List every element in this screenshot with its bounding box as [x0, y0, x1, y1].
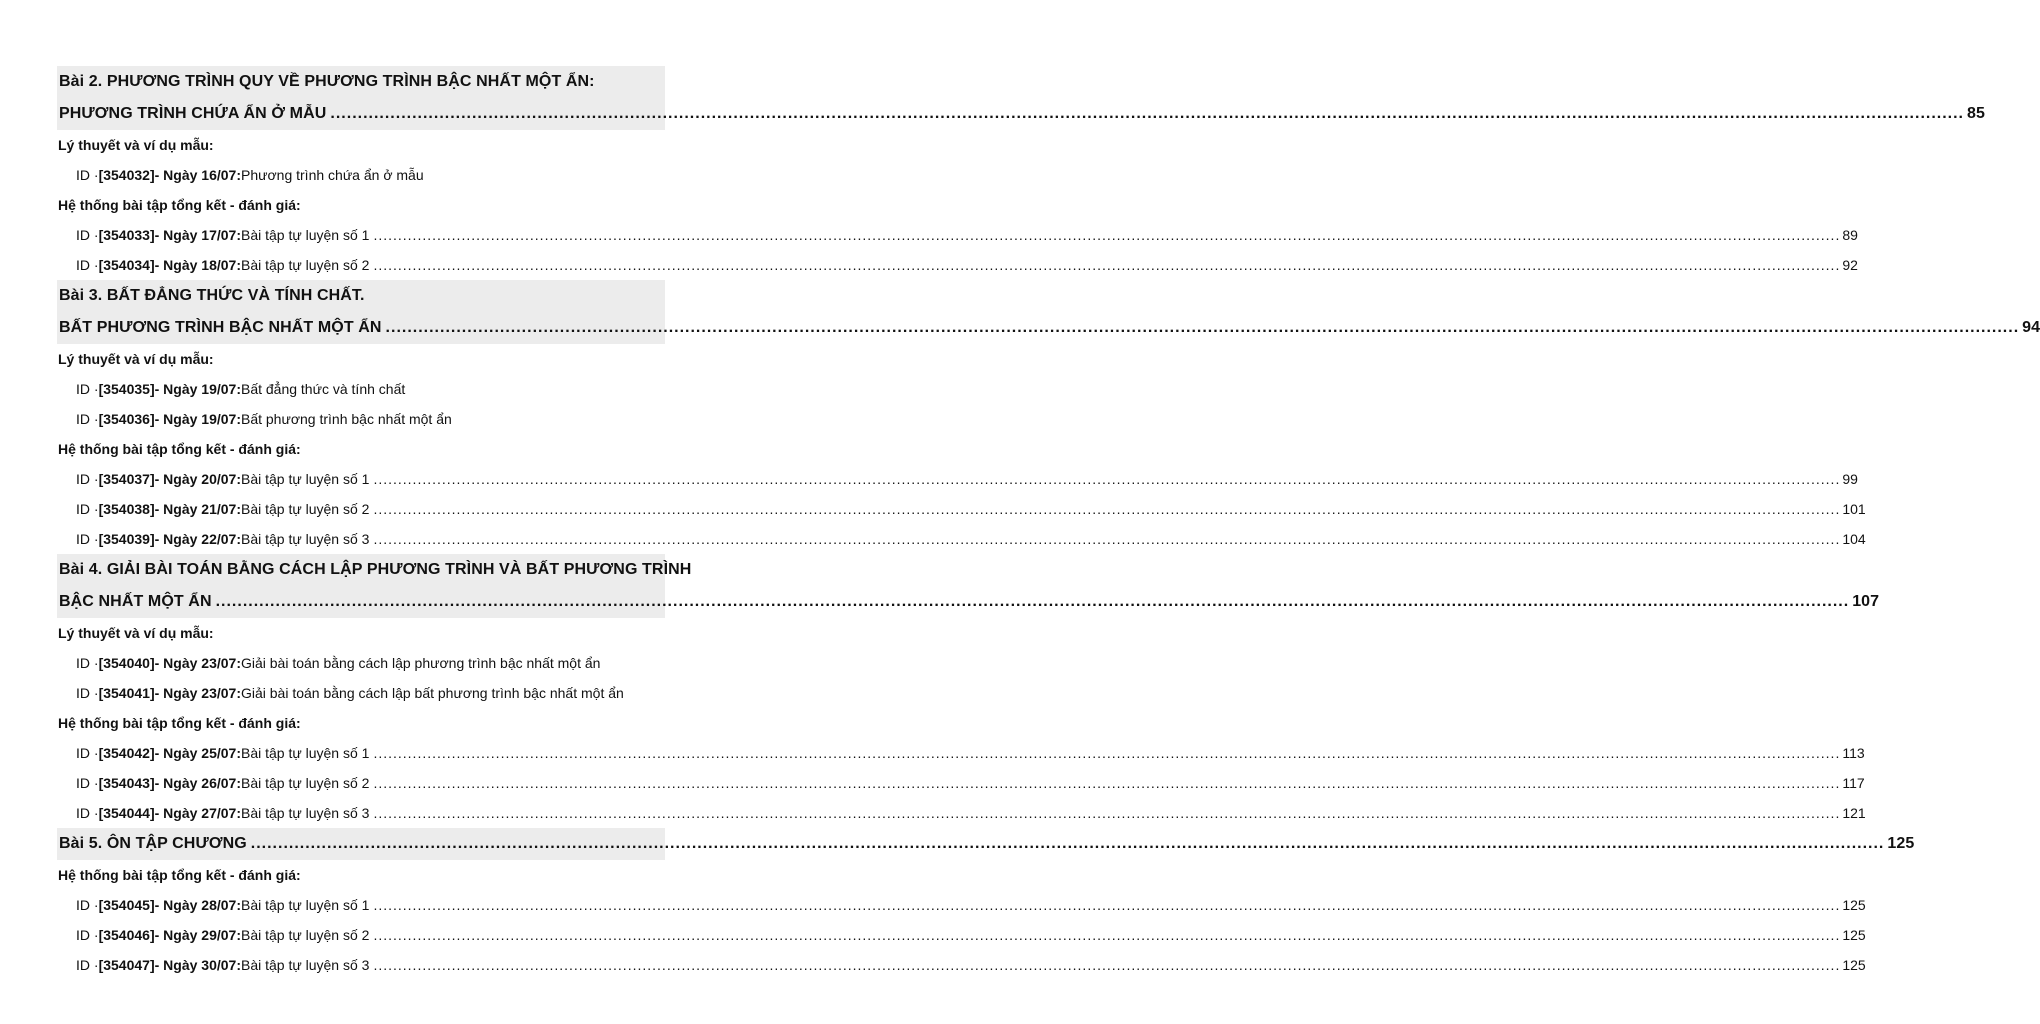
entry-code: [354045]	[98, 897, 155, 913]
entry-id-prefix: ID ·	[76, 897, 99, 913]
entry-id-prefix: ID ·	[76, 411, 99, 427]
entry-id-prefix: ID ·	[76, 501, 99, 517]
lesson-title: Bài 4. GIẢI BÀI TOÁN BẰNG CÁCH LẬP PHƯƠNG TRÌNH VÀ BẤT PHƯƠNG TRÌNH	[59, 561, 692, 578]
lesson-heading[interactable]	[57, 66, 1985, 130]
toc-entry[interactable]	[57, 220, 1858, 250]
entry-code: [354034]	[98, 257, 155, 273]
toc-entry[interactable]	[57, 648, 665, 678]
page-number: 94	[2022, 319, 2040, 336]
lesson-title-line	[59, 586, 1880, 618]
page-number: 99	[1842, 471, 1858, 487]
page-number: 101	[1842, 501, 1866, 517]
lesson-title-line	[59, 66, 665, 98]
dot-leader: ............................................................................................................................................................................................................................................................................................................	[373, 745, 1841, 761]
toc-entry[interactable]	[57, 678, 665, 708]
lesson-heading[interactable]	[57, 554, 1880, 618]
toc-entry[interactable]	[57, 950, 1866, 980]
lesson-title-cont: BẬC NHẤT MỘT ẨN	[59, 593, 212, 610]
entry-code: [354037]	[98, 471, 155, 487]
page-number: 113	[1842, 745, 1865, 761]
entry-code: [354043]	[98, 775, 155, 791]
toc-entry[interactable]	[57, 494, 1866, 524]
dot-leader: ............................................................................................................................................................................................................................................................................................................	[373, 531, 1841, 547]
page-number: 92	[1842, 257, 1858, 273]
toc-entry[interactable]	[57, 160, 665, 190]
page-number: 121	[1842, 805, 1866, 821]
entry-code: [354047]	[98, 957, 155, 973]
page-number: 104	[1842, 531, 1866, 547]
lesson-title-line	[59, 280, 665, 312]
page-number: 125	[1842, 927, 1866, 943]
page-number: 85	[1967, 105, 1985, 122]
toc-entry[interactable]	[57, 798, 1866, 828]
entry-code: [354036]	[98, 411, 155, 427]
entry-date: - Ngày 25/07:	[154, 745, 241, 761]
lesson-title: Bài 3. BẤT ĐẲNG THỨC VÀ TÍNH CHẤT.	[59, 287, 365, 304]
toc-entry[interactable]	[57, 920, 1866, 950]
section-heading: Lý thuyết và ví dụ mẫu:	[58, 625, 214, 641]
toc-entry[interactable]	[57, 768, 1865, 798]
section-heading: Hệ thống bài tập tổng kết - đánh giá:	[58, 197, 301, 213]
entry-id-prefix: ID ·	[76, 531, 99, 547]
toc-entry[interactable]	[57, 738, 1865, 768]
entry-title: Bài tập tự luyện số 2	[240, 501, 370, 517]
entry-date: - Ngày 29/07:	[154, 927, 241, 943]
entry-title: Bài tập tự luyện số 1	[240, 471, 370, 487]
entry-code: [354039]	[98, 531, 155, 547]
entry-date: - Ngày 30/07:	[154, 957, 241, 973]
entry-date: - Ngày 19/07:	[154, 381, 241, 397]
entry-title: Bài tập tự luyện số 1	[240, 897, 370, 913]
section-heading: Hệ thống bài tập tổng kết - đánh giá:	[58, 715, 301, 731]
entry-id-prefix: ID ·	[76, 227, 99, 243]
entry-id-prefix: ID ·	[76, 167, 99, 183]
toc-entry[interactable]	[57, 464, 1858, 494]
entry-code: [354041]	[98, 685, 155, 701]
entry-title: Bất phương trình bậc nhất một ẩn	[240, 411, 452, 427]
lesson-title-line	[59, 828, 1915, 860]
dot-leader: ............................................................................................................................................................................................................................................................................................................	[385, 319, 2020, 336]
entry-code: [354032]	[98, 167, 155, 183]
entry-date: - Ngày 22/07:	[154, 531, 241, 547]
page-number: 125	[1842, 897, 1866, 913]
entry-code: [354040]	[98, 655, 155, 671]
entry-title: Bài tập tự luyện số 3	[240, 531, 370, 547]
entry-id-prefix: ID ·	[76, 805, 99, 821]
dot-leader: ............................................................................................................................................................................................................................................................................................................	[215, 593, 1850, 610]
dot-leader: ............................................................................................................................................................................................................................................................................................................	[373, 501, 1841, 517]
section-heading: Hệ thống bài tập tổng kết - đánh giá:	[58, 867, 301, 883]
entry-date: - Ngày 21/07:	[154, 501, 241, 517]
entry-id-prefix: ID ·	[76, 775, 99, 791]
entry-id-prefix: ID ·	[76, 471, 99, 487]
lesson-title-line	[59, 312, 2040, 344]
entry-title: Bài tập tự luyện số 3	[240, 957, 370, 973]
entry-code: [354038]	[98, 501, 155, 517]
section-heading: Lý thuyết và ví dụ mẫu:	[58, 137, 214, 153]
entry-title: Bài tập tự luyện số 2	[240, 927, 370, 943]
toc-entry[interactable]	[57, 374, 665, 404]
entry-id-prefix: ID ·	[76, 927, 99, 943]
dot-leader: ............................................................................................................................................................................................................................................................................................................	[330, 105, 1964, 122]
entry-code: [354046]	[98, 927, 155, 943]
entry-date: - Ngày 16/07:	[154, 167, 241, 183]
entry-id-prefix: ID ·	[76, 685, 99, 701]
dot-leader: ............................................................................................................................................................................................................................................................................................................	[373, 775, 1841, 791]
lesson-title: Bài 2. PHƯƠNG TRÌNH QUY VỀ PHƯƠNG TRÌNH BẬC NHẤT MỘT ẨN:	[59, 73, 595, 90]
entry-title: Bài tập tự luyện số 2	[240, 775, 370, 791]
entry-code: [354044]	[98, 805, 155, 821]
lesson-title-line	[59, 98, 1985, 130]
dot-leader: ............................................................................................................................................................................................................................................................................................................	[373, 897, 1841, 913]
entry-title: Phương trình chứa ẩn ở mẫu	[240, 167, 424, 183]
entry-code: [354033]	[98, 227, 155, 243]
page-number: 117	[1842, 775, 1865, 791]
page-number: 125	[1842, 957, 1866, 973]
entry-date: - Ngày 19/07:	[154, 411, 241, 427]
entry-date: - Ngày 26/07:	[154, 775, 241, 791]
entry-id-prefix: ID ·	[76, 655, 99, 671]
toc-entry[interactable]	[57, 404, 665, 434]
dot-leader: ............................................................................................................................................................................................................................................................................................................	[373, 805, 1841, 821]
entry-title: Bài tập tự luyện số 1	[240, 745, 370, 761]
toc-entry[interactable]	[57, 524, 1866, 554]
dot-leader: ............................................................................................................................................................................................................................................................................................................	[373, 957, 1841, 973]
entry-id-prefix: ID ·	[76, 257, 99, 273]
lesson-heading[interactable]	[57, 828, 1915, 860]
section-heading: Lý thuyết và ví dụ mẫu:	[58, 351, 214, 367]
page-number: 107	[1852, 593, 1880, 610]
dot-leader: ............................................................................................................................................................................................................................................................................................................	[250, 835, 1885, 852]
entry-title: Bài tập tự luyện số 3	[240, 805, 370, 821]
dot-leader: ............................................................................................................................................................................................................................................................................................................	[373, 227, 1841, 243]
lesson-heading[interactable]	[57, 280, 2040, 344]
lesson-title-cont: PHƯƠNG TRÌNH CHỨA ẨN Ở MẪU	[59, 105, 327, 122]
entry-title: Bài tập tự luyện số 1	[240, 227, 370, 243]
entry-date: - Ngày 17/07:	[154, 227, 241, 243]
entry-id-prefix: ID ·	[76, 957, 99, 973]
entry-title: Bài tập tự luyện số 2	[240, 257, 370, 273]
entry-title: Giải bài toán bằng cách lập phương trình bậc nhất một ẩn	[240, 655, 601, 671]
entry-date: - Ngày 18/07:	[154, 257, 241, 273]
entry-code: [354042]	[98, 745, 155, 761]
section-heading: Hệ thống bài tập tổng kết - đánh giá:	[58, 441, 301, 457]
entry-date: - Ngày 23/07:	[154, 655, 241, 671]
lesson-title: Bài 5. ÔN TẬP CHƯƠNG	[59, 835, 247, 852]
dot-leader: ............................................................................................................................................................................................................................................................................................................	[373, 927, 1841, 943]
toc-entry[interactable]	[57, 250, 1858, 280]
page-number: 89	[1842, 227, 1858, 243]
entry-date: - Ngày 28/07:	[154, 897, 241, 913]
lesson-title-line	[59, 554, 692, 586]
entry-title: Giải bài toán bằng cách lập bất phương trình bậc nhất một ẩn	[240, 685, 624, 701]
entry-id-prefix: ID ·	[76, 381, 99, 397]
entry-date: - Ngày 23/07:	[154, 685, 241, 701]
entry-date: - Ngày 27/07:	[154, 805, 241, 821]
entry-code: [354035]	[98, 381, 155, 397]
dot-leader: ............................................................................................................................................................................................................................................................................................................	[373, 471, 1841, 487]
lesson-title-cont: BẤT PHƯƠNG TRÌNH BẬC NHẤT MỘT ẨN	[59, 319, 382, 336]
toc-entry[interactable]	[57, 890, 1866, 920]
dot-leader: ............................................................................................................................................................................................................................................................................................................	[373, 257, 1841, 273]
page-number: 125	[1887, 835, 1915, 852]
entry-id-prefix: ID ·	[76, 745, 99, 761]
table-of-contents	[57, 66, 2040, 980]
entry-title: Bất đẳng thức và tính chất	[240, 381, 406, 397]
entry-date: - Ngày 20/07:	[154, 471, 241, 487]
